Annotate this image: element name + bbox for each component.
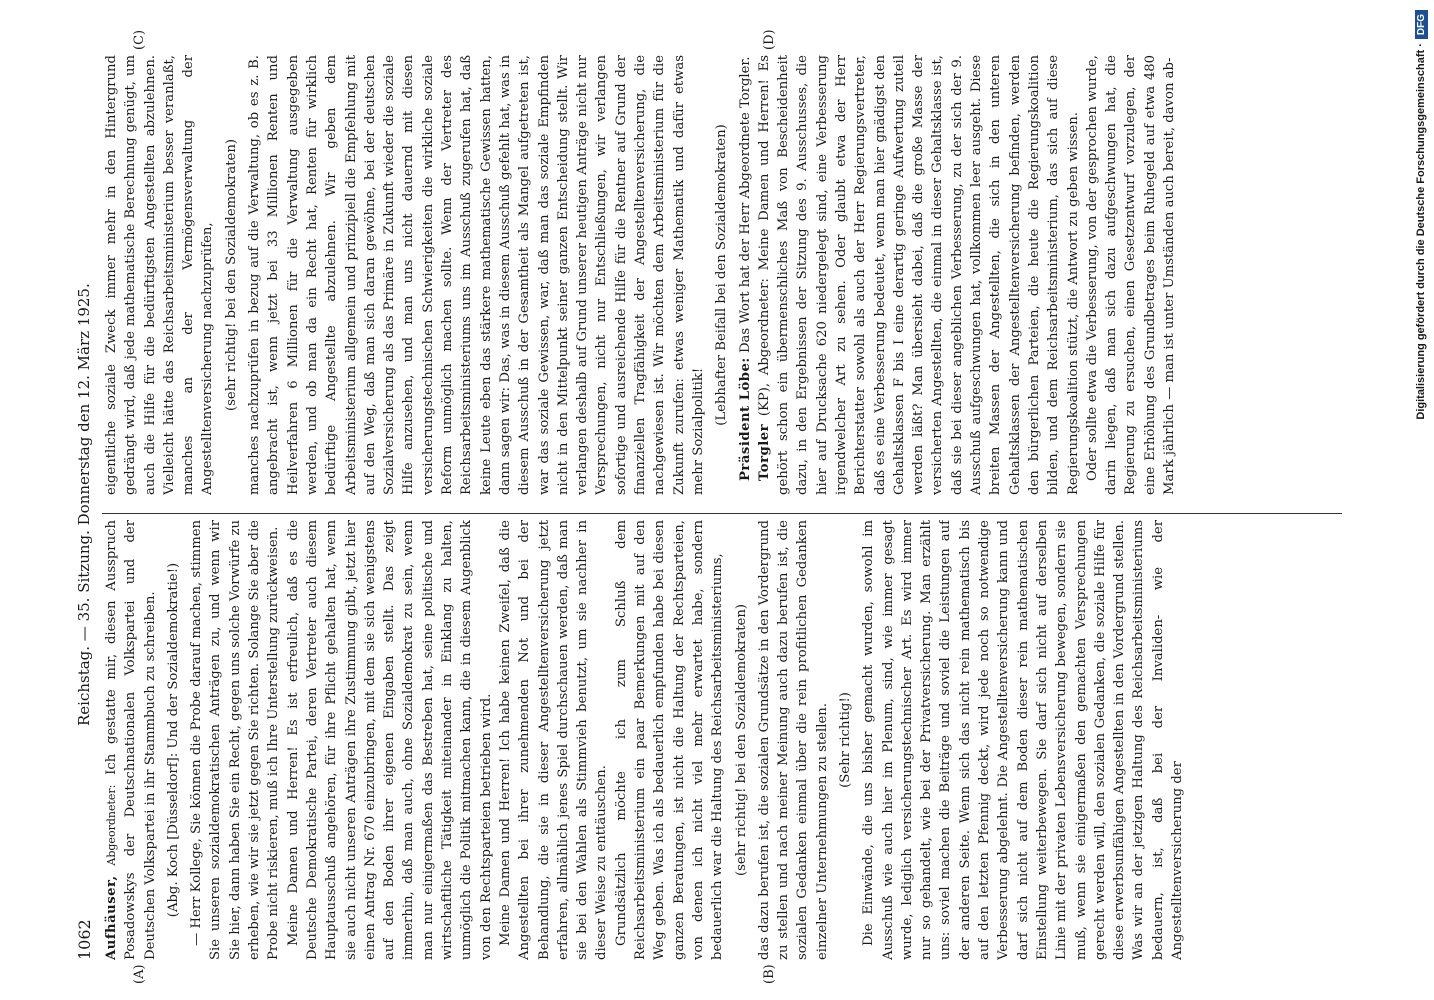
interjection: (Lebhafter Beifall bei den Sozialdemokraten) <box>714 124 730 426</box>
interjection: (sehr richtig! bei den Sozialdemokraten) <box>733 604 749 876</box>
digitization-sidebar <box>1410 10 1432 990</box>
margin-mark-a: (A) <box>132 964 147 984</box>
margin-mark-b: (B) <box>762 964 777 984</box>
interjection: (Sehr richtig!) <box>837 692 853 788</box>
paragraph: Oder sollte etwa die Verbesserung, von der gesprochen wurde, darin liegen, daß man sich dazu aufgeschwungen hat, die Regierung zu ersuchen, einen Gesetzentwurf vorzulegen, der eine Erhöhung des Grundbetrages beim Ruhegeld auf etwa 480 Mark jährlich — man ist unter Umständen auch bereit, davon ab- <box>1084 55 1178 495</box>
speaker-name: Aufhäuser, <box>104 875 119 960</box>
right-column <box>102 55 1372 495</box>
credit-text: Digitalisierung gefördert durch die Deutsche Forschungsgemeinschaft · <box>1415 43 1427 420</box>
margin-mark-c: (C) <box>132 29 147 50</box>
speaker-role: Abgeordneter: <box>105 784 118 866</box>
margin-mark-d: (D) <box>762 29 777 50</box>
paragraph <box>736 55 755 495</box>
paragraph: Meine Damen und Herren! Ich habe keinen Zweifel, daß die Angestellten bei ihrer zunehmenden Not und bei der Behandlung, die sie in dieser Angestelltenversicherung jetzt erfahren, allmählich jenes Spiel durchschauen werden, daß man sie bei den Wahlen als Stimmvieh benutzt, um sie nachher in dieser Weise zu enttäuschen. <box>497 520 610 960</box>
interjection: (sehr richtig! bei den Sozialdemokraten) <box>223 139 239 411</box>
paragraph: manches nachzuprüfen in bezug auf die Verwaltung, ob es z. B. angebracht ist, wenn jetzt bei 33 Millionen Renten und Heilverfahren 6 Millionen für die Verwaltung ausgegeben werden, und ob man da ein Recht hat, Renten für wirklich bedürftige Angestellte abzulehnen. Wir geben dem Arbeitsministerium allgemein und prinzipiell die Empfehlung mit auf den Weg, daß man sich daran gewöhne, bei der deutschen Sozialversicherung als das Primäre in Zukunft wieder die soziale Hilfe anzusehen, und man uns nicht dauernd mit diesen versicherungstechnischen Schwierigkeiten die wirkliche soziale Reform unmöglich machen sollte. Wenn der Vertreter des Reichsarbeitsministeriums uns im Ausschuß zugerufen hat, daß keine Leute eben das stärkere mathematische Gewissen hatten, dann sagen wir: Das, was in diesem Ausschuß gefehlt hat, was in diesem Ausschuß in der Gesamtheit als Mangel aufgetreten ist, war das soziale Gewissen, war, daß man das soziale Empfinden nicht in den Mittelpunkt seiner ganzen Entscheidung stellt. Wir verlangen deshalb auf Grund unserer heutigen Anträge nicht nur Versprechungen, nicht nur Entschließungen, wir verlangen sofortige und ausreichende Hilfe für die Rentner auf Grund der finanziellen Tragfähigkeit der Angestelltenversicherung, die nachgewiesen ist. Wir möchten dem Arbeitsministerium für die Zukunft zurufen: etwas weniger Mathematik und dafür etwas mehr Sozialpolitik! <box>247 55 706 495</box>
column-divider <box>102 513 1342 514</box>
session-title: Reichstag. — 35. Sitzung. Donnerstag den 12. März 1925. <box>75 283 93 727</box>
document-page <box>62 0 1402 1000</box>
paragraph: Grundsätzlich möchte ich zum Schluß dem Reichsarbeitsministerium ein paar Bemerkungen mit auf den Weg geben. Was ich als bedauerlich empfunden habe bei diesen ganzen Beratungen, ist nicht die Haltung der Rechtsparteien, von denen ich nicht viel mehr erwartet habe, sondern bedauerlich war die Haltung des Reichsarbeitsministeriums, <box>613 520 726 960</box>
interjection: (Abg. Koch [Düsseldorf]: Und der Sozialdemokratie!) <box>165 562 181 918</box>
left-column <box>102 520 1372 960</box>
dfg-logo: DFG <box>1415 10 1428 39</box>
paragraph: — Herr Kollege, Sie können die Probe darauf machen, stimmen Sie unseren sozialdemokratischen Anträgen zu, und wenn wir Sie hier, dann haben Sie ein Recht, gegen uns solche Vorwürfe zu erheben, wie wir sie jetzt gegen Sie richten. Solange Sie aber die Probe nicht riskieren, muß ich Ihre Unterstellung zurückweisen. <box>189 520 282 960</box>
paragraph: Meine Damen und Herren! Es ist erfreulich, daß es die Deutsche Demokratische Partei, deren Vertreter auch diesem Hauptausschuß angehören, für ihre Pflicht gehalten hat, wenn sie auch nicht unseren Anträgen ihre Zustimmung gibt, jetzt hier einen Antrag Nr. 670 einzubringen, mit dem sie sich wenigstens auf den Boden ihrer eigenen Eingaben stellt. Das zeigt immerhin, daß man auch, ohne Sozialdemokrat zu sein, wenn man nur einigermaßen das Bestreben hat, seine politische und wirtschaftliche Tätigkeit miteinander in Einklang zu halten, unmöglich die Politik mitmachen kann, die in diesem Augenblick von den Rechtsparteien betrieben wird. <box>285 520 494 960</box>
paragraph <box>102 520 160 960</box>
page-header <box>70 60 98 960</box>
paragraph-text: (KP), Abgeordneter: Meine Damen und Herren! Es gehört schon ein übermenschliches Maß von Bescheidenheit dazu, in den Ergebnissen der Sitzung des 9. Ausschusses, die hier auf Drucksache 620 niedergelegt sind, eine Verbesserung irgendwelcher Art zu sehen. Oder glaubt etwa der Herr Berichterstatter sowohl als auch der Herr Regierungsvertreter, daß es eine Verbesserung bedeutet, wenn man hier gnädigst den Gehaltsklassen F bis I eine derartig geringe Aufwertung zuteil werden läßt? Man übersieht dabei, daß die große Masse der versicherten Angestellten, die einmal in dieser Gehaltsklasse ist, daß sie bei dieser angeblichen Verbesserung, zu der sich der 9. Ausschuß aufgeschwungen hat, vollkommen leer ausgeht. Diese breiten Massen der Angestellten, die sich in den unteren Gehaltsklassen der Angestelltenversicherung befinden, werden den bürgerlichen Parteien, die heute die Regierungskoalition bilden, und dem Reichsarbeitsministerium, das sich auf diese Regierungskoalition stützt, die Antwort zu geben wissen. <box>756 55 1081 495</box>
paragraph-text: Ich gestatte mir, diesen Ausspruch Posadowskys der Deutschnationalen Volkspartei und der Deutschen Volkspartei in ihr Stammbuch zu schreiben. <box>104 520 158 960</box>
paragraph: das dazu berufen ist, die sozialen Grundsätze in den Vordergrund zu stellen und nach meiner Meinung auch dazu berufen ist, die sozialen Gedanken einmal über die rein profitlichen Gedanken einzelner Unternehmungen zu stellen. <box>756 520 830 960</box>
speaker-name: Präsident Löbe: <box>737 357 753 481</box>
paragraph: Die Einwände, die uns bisher gemacht wurden, sowohl im Ausschuß wie auch hier im Plenum, sind, wie immer gesagt wurde, lediglich versicherungstechnischer Art. Es wird immer nur so gehandelt, wie bei der Privatversicherung. Man erzählt uns: soviel machen die Beiträge und soviel die Leistungen auf der anderen Seite. Wenn sich das nicht rein mathematisch bis auf den letzten Pfennig deckt, wird jede noch so notwendige Verbesserung abgelehnt. Die Angestelltenversicherung kann und darf sich nicht auf dem Boden dieser rein mathematischen Einstellung weiterbewegen. Sie darf sich nicht auf derselben Linie mit der privaten Lebensversicherung bewegen, sondern sie muß, wenn sie einigermaßen den gemachten Versprechungen gerecht werden will, den sozialen Gedanken, die soziale Hilfe für diese erwerbsunfähigen Angestellten in den Vordergrund stellen. Was wir an der jetzigen Haltung des Reichsarbeitsministeriums bedauern, ist, daß bei der Invaliden- wie der Angestelltenversicherung der <box>861 520 1186 960</box>
speaker-name: Torgler <box>756 423 772 481</box>
rotated-scan <box>62 0 1402 1000</box>
paragraph-text: Das Wort hat der Herr Abgeordnete Torgler. <box>737 56 753 354</box>
paragraph <box>755 55 1083 495</box>
page-number: 1062 <box>74 919 94 960</box>
paragraph: eigentliche soziale Zweck immer mehr in den Hintergrund gedrängt wird, daß jede mathematische Berechnung genügt, um auch die Hilfe für die bedürftigsten Angestellten abzulehnen. Vielleicht hätte das Reichsarbeitsministerium besser veranlaßt, manches an der Vermögensverwaltung der Angestelltenversicherung nachzuprüfen, <box>104 55 216 495</box>
digitization-credit <box>1410 10 1432 990</box>
